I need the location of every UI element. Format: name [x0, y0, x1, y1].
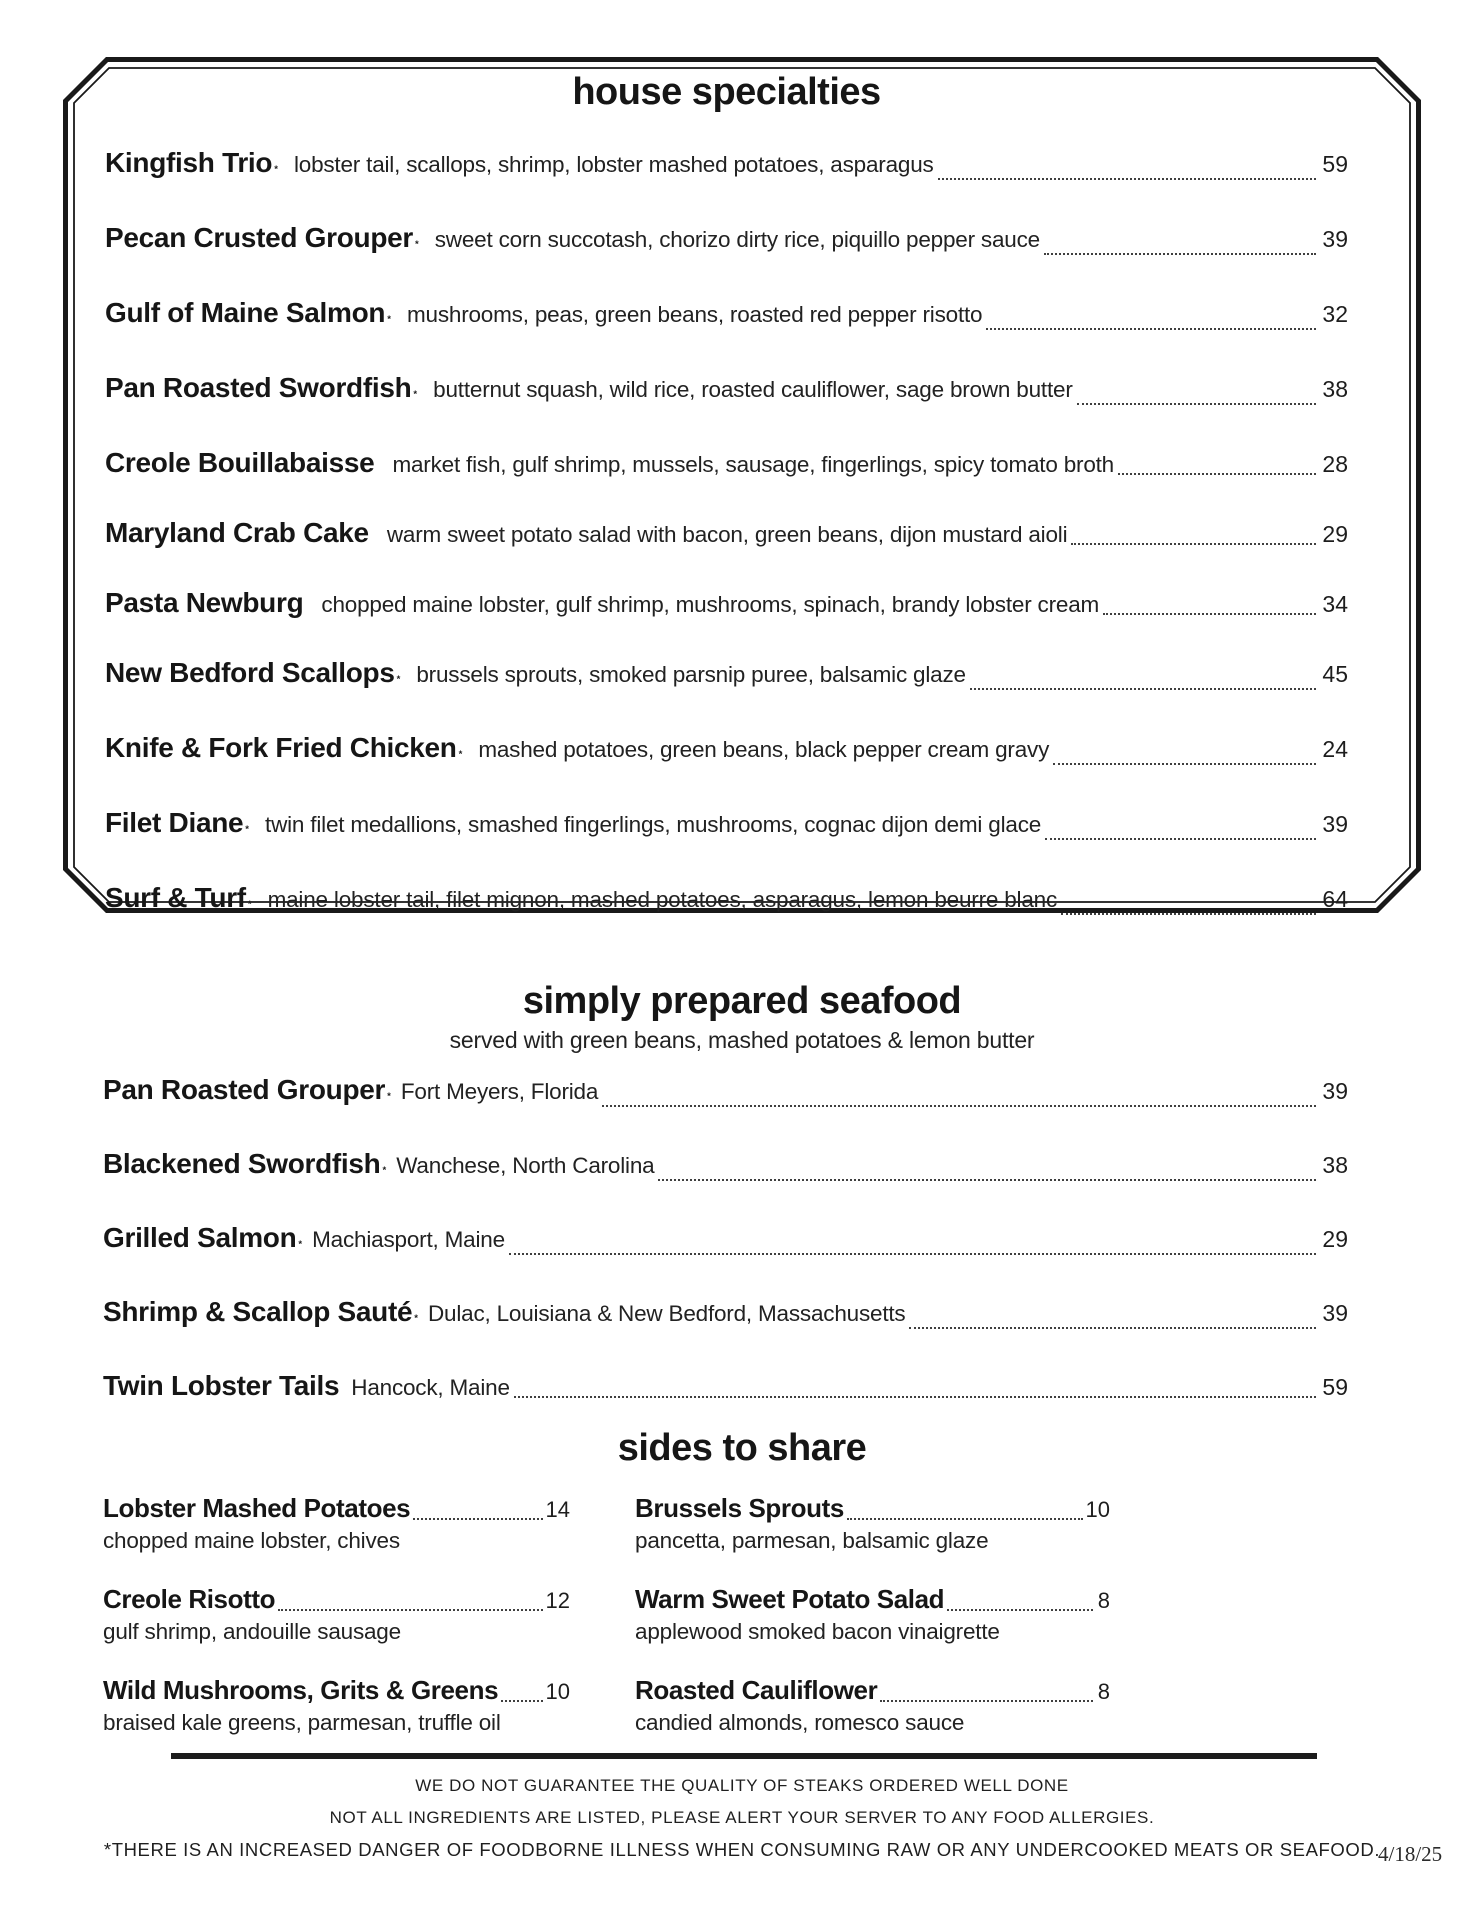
seafood-subtitle: served with green beans, mashed potatoes & lemon butter [449, 1027, 1035, 1053]
seafood-title: simply prepared seafood [522, 980, 962, 1022]
dotted-leader [947, 1609, 1093, 1611]
item-name: Shrimp & Scallop Sauté [103, 1296, 413, 1327]
side-name-row [103, 1582, 570, 1618]
side-item [103, 1582, 570, 1646]
dotted-leader [514, 1396, 1316, 1398]
dotted-leader [1077, 403, 1316, 405]
dotted-leader [1103, 613, 1316, 615]
dotted-leader [509, 1253, 1316, 1255]
item-name: Knife & Fork Fried Chicken [105, 732, 457, 763]
item-price: 8 [1097, 1588, 1110, 1613]
item-description: butternut squash, wild rice, roasted cauliflower, sage brown butter [433, 377, 1073, 402]
item-name: Roasted Cauliflower [635, 1675, 878, 1705]
dotted-leader [938, 178, 1316, 180]
side-item [635, 1491, 1110, 1555]
item-description: gulf shrimp, andouille sausage [103, 1619, 401, 1644]
asterisk-mark: * [414, 1313, 418, 1324]
item-description: chopped maine lobster, gulf shrimp, mushrooms, spinach, brandy lobster cream [321, 592, 1100, 617]
item-price: 64 [1322, 886, 1348, 912]
item-price: 32 [1322, 301, 1348, 327]
item-name: Pasta Newburg [105, 587, 304, 618]
menu-item-row [105, 145, 1348, 188]
item-name: Blackened Swordfish [103, 1148, 381, 1179]
dotted-leader [1071, 543, 1316, 545]
side-name-row [635, 1491, 1110, 1527]
menu-item-row [103, 1072, 1348, 1115]
side-item [635, 1673, 1110, 1737]
asterisk-mark: * [247, 899, 252, 910]
asterisk-mark: * [387, 314, 391, 325]
asterisk-mark: * [298, 1239, 303, 1250]
item-origin: Machiasport, Maine [312, 1227, 505, 1252]
item-name: Twin Lobster Tails [103, 1370, 340, 1401]
item-description: braised kale greens, parmesan, truffle oil [103, 1710, 501, 1735]
item-description: sweet corn succotash, chorizo dirty rice, piquillo pepper sauce [434, 227, 1040, 252]
item-description: brussels sprouts, smoked parsnip puree, balsamic glaze [416, 662, 966, 687]
item-description: market fish, gulf shrimp, mussels, sausage, fingerlings, spicy tomato broth [392, 452, 1114, 477]
asterisk-mark: * [382, 1165, 387, 1176]
item-price: 45 [1322, 661, 1348, 687]
item-name: Warm Sweet Potato Salad [635, 1584, 945, 1614]
footer-note-allergen: *THERE IS AN INCREASED DANGER OF FOODBORNE ILLNESS WHEN CONSUMING RAW OR ANY UNDERCOOKED MEATS OR SEAFOOD. [103, 1839, 1381, 1860]
item-name: Creole Risotto [103, 1584, 276, 1614]
item-name: Surf & Turf [105, 882, 246, 913]
menu-item-row [105, 445, 1348, 483]
house-specialties-content [105, 69, 1348, 923]
dotted-leader [880, 1700, 1093, 1702]
item-name: Grilled Salmon [103, 1222, 297, 1253]
item-description: twin filet medallions, smashed fingerlings, mushrooms, cognac dijon demi glace [265, 812, 1042, 837]
item-name: Gulf of Maine Salmon [105, 297, 386, 328]
item-name: Filet Diane [105, 807, 244, 838]
item-name: Maryland Crab Cake [105, 517, 369, 548]
side-item [635, 1582, 1110, 1646]
item-price: 12 [545, 1588, 570, 1613]
item-price: 14 [545, 1497, 570, 1522]
sides-section [103, 1491, 1110, 1764]
side-name-row [635, 1673, 1110, 1709]
dotted-leader [413, 1518, 542, 1520]
item-price: 10 [545, 1679, 570, 1704]
asterisk-mark: * [415, 239, 419, 250]
dotted-leader [1044, 253, 1316, 255]
side-item [103, 1673, 570, 1737]
dotted-leader [1061, 913, 1316, 915]
asterisk-mark: * [413, 389, 418, 400]
item-name: New Bedford Scallops [105, 657, 395, 688]
item-price: 39 [1322, 226, 1348, 252]
menu-item-row [103, 1368, 1348, 1406]
menu-item-row [105, 655, 1348, 698]
menu-item-row [105, 220, 1348, 263]
footer-notes [0, 1770, 1484, 1866]
seafood-section [103, 1072, 1348, 1437]
house-specialties-section [63, 57, 1421, 913]
dotted-leader [1053, 763, 1316, 765]
sides-section-header [0, 1425, 1484, 1471]
item-price: 59 [1322, 1374, 1348, 1400]
dotted-leader [847, 1518, 1083, 1520]
item-origin: Hancock, Maine [351, 1375, 510, 1400]
seafood-section-header [0, 978, 1484, 1054]
menu-revision-date: 4/18/25 [1378, 1842, 1443, 1866]
dotted-leader [970, 688, 1316, 690]
item-price: 39 [1322, 811, 1348, 837]
asterisk-mark: * [387, 1091, 391, 1102]
dotted-leader [1118, 473, 1316, 475]
item-name: Kingfish Trio [105, 147, 273, 178]
dotted-leader [1045, 838, 1316, 840]
item-description: mushrooms, peas, green beans, roasted red pepper risotto [406, 302, 983, 327]
dotted-leader [986, 328, 1316, 330]
item-price: 38 [1322, 1152, 1348, 1178]
dotted-leader [501, 1700, 542, 1702]
menu-item-row [105, 295, 1348, 338]
item-price: 34 [1322, 591, 1348, 617]
side-name-row [103, 1491, 570, 1527]
item-name: Brussels Sprouts [635, 1493, 844, 1523]
item-name: Lobster Mashed Potatoes [103, 1493, 411, 1523]
item-name: Creole Bouillabaisse [105, 447, 375, 478]
menu-item-row [105, 880, 1348, 923]
menu-item-row [105, 730, 1348, 773]
item-origin: Fort Meyers, Florida [400, 1079, 599, 1104]
menu-item-row [103, 1146, 1348, 1189]
menu-item-row [103, 1220, 1348, 1263]
item-price: 29 [1322, 521, 1348, 547]
item-price: 28 [1322, 451, 1348, 477]
item-price: 8 [1097, 1679, 1110, 1704]
dotted-leader [658, 1179, 1316, 1181]
double-rule-divider [171, 1753, 1317, 1759]
dotted-leader [278, 1609, 542, 1611]
item-name: Pecan Crusted Grouper [105, 222, 414, 253]
item-description: lobster tail, scallops, shrimp, lobster mashed potatoes, asparagus [293, 152, 934, 177]
house-specialties-title: house specialties [572, 71, 881, 113]
sides-title: sides to share [617, 1427, 867, 1469]
item-price: 59 [1322, 151, 1348, 177]
side-name-row [635, 1582, 1110, 1618]
menu-item-row [103, 1294, 1348, 1337]
footer-note: WE DO NOT GUARANTEE THE QUALITY OF STEAKS ORDERED WELL DONE [415, 1776, 1069, 1795]
menu-item-row [105, 585, 1348, 623]
item-price: 39 [1322, 1078, 1348, 1104]
side-name-row [103, 1673, 570, 1709]
item-price: 38 [1322, 376, 1348, 402]
item-name: Wild Mushrooms, Grits & Greens [103, 1675, 499, 1705]
item-name: Pan Roasted Grouper [103, 1074, 386, 1105]
item-name: Pan Roasted Swordfish [105, 372, 412, 403]
asterisk-mark: * [458, 749, 463, 760]
dotted-leader [909, 1327, 1316, 1329]
item-description: maine lobster tail, filet mignon, mashed potatoes, asparagus, lemon beurre blanc [267, 887, 1058, 912]
asterisk-mark: * [245, 824, 250, 835]
item-price: 10 [1085, 1497, 1110, 1522]
item-description: mashed potatoes, green beans, black pepper cream gravy [478, 737, 1050, 762]
item-description: candied almonds, romesco sauce [635, 1710, 965, 1735]
item-price: 29 [1322, 1226, 1348, 1252]
item-description: chopped maine lobster, chives [103, 1528, 400, 1553]
menu-item-row [105, 515, 1348, 553]
menu-item-row [105, 370, 1348, 413]
item-price: 24 [1322, 736, 1348, 762]
asterisk-mark: * [274, 164, 278, 175]
menu-item-row [105, 805, 1348, 848]
item-price: 39 [1322, 1300, 1348, 1326]
item-description: pancetta, parmesan, balsamic glaze [635, 1528, 989, 1553]
item-description: warm sweet potato salad with bacon, green beans, dijon mustard aioli [386, 522, 1068, 547]
dotted-leader [602, 1105, 1316, 1107]
asterisk-mark: * [396, 674, 401, 685]
item-origin: Dulac, Louisiana & New Bedford, Massachusetts [427, 1301, 906, 1326]
footer-note: NOT ALL INGREDIENTS ARE LISTED, PLEASE ALERT YOUR SERVER TO ANY FOOD ALLERGIES. [329, 1808, 1155, 1827]
item-description: applewood smoked bacon vinaigrette [635, 1619, 1000, 1644]
item-origin: Wanchese, North Carolina [396, 1153, 655, 1178]
side-item [103, 1491, 570, 1555]
